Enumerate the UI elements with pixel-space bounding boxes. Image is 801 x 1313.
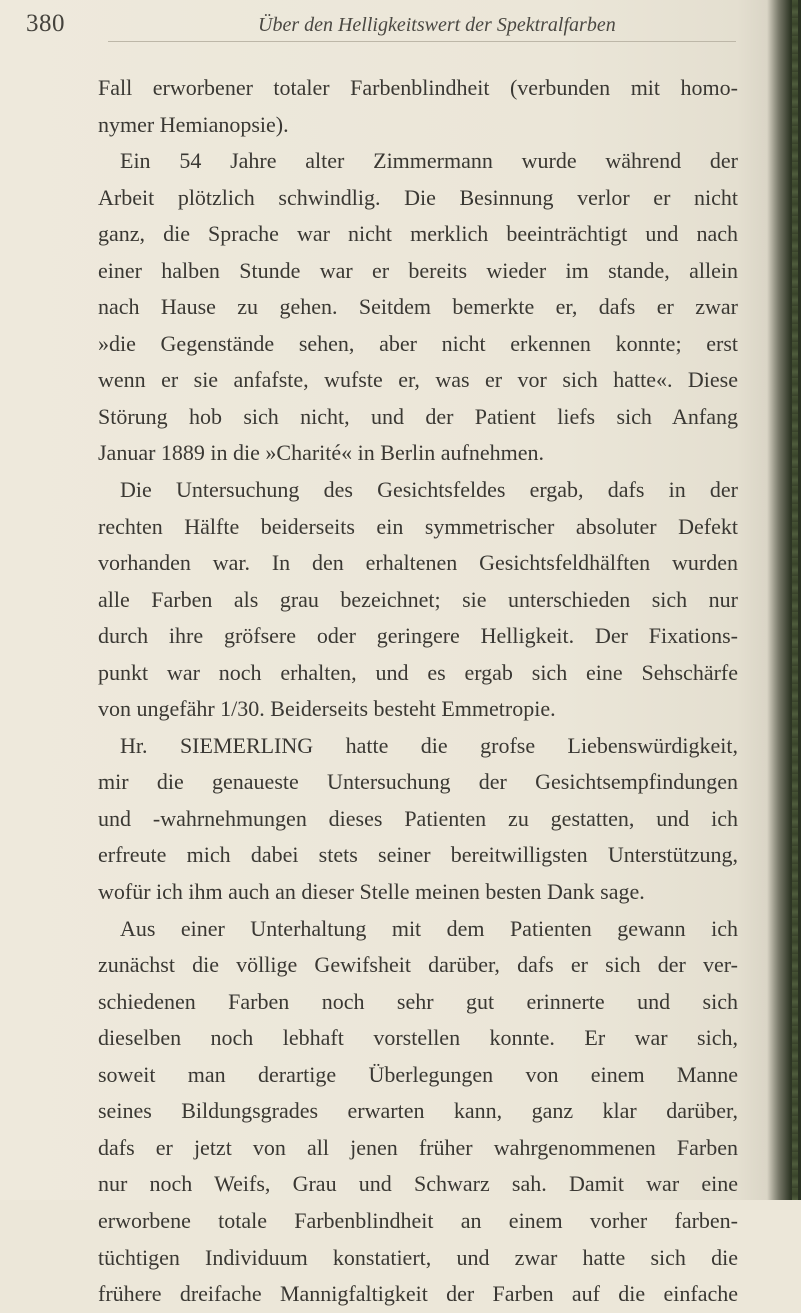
text-line: punkt war noch erhalten, und es ergab sich eine Sehschärfe (98, 659, 738, 685)
text-line: »die Gegenstände sehen, aber nicht erkennen konnte; erst (98, 330, 738, 356)
text-line: nur noch Weifs, Grau und Schwarz sah. Damit war eine (98, 1171, 738, 1197)
text-line: durch ihre gröfsere oder geringere Helligkeit. Der Fixations- (98, 623, 738, 649)
header-rule (108, 41, 736, 42)
text-line: wofür ich ihm auch an dieser Stelle meinen besten Dank sage. (98, 879, 645, 905)
text-line: dieselben noch lebhaft vorstellen konnte. Er war sich, (98, 1025, 738, 1051)
text-line: erfreute mich dabei stets seiner bereitwilligsten Unterstützung, (98, 842, 738, 868)
text-line: rechten Hälfte beiderseits ein symmetrischer absoluter Defekt (98, 513, 738, 539)
text-line: soweit man derartige Überlegungen von einem Manne (98, 1061, 738, 1087)
paragraph-start-line: Hr. SIEMERLING hatte die grofse Liebenswürdigkeit, (120, 732, 738, 758)
text-line: Arbeit plötzlich schwindlig. Die Besinnung verlor er nicht (98, 184, 738, 210)
body-text (98, 70, 738, 1313)
text-line: Fall erworbener totaler Farbenblindheit (verbunden mit homo- (98, 75, 738, 100)
text-line: wenn er sie anfafste, wufste er, was er vor sich hatte«. Diese (98, 367, 738, 393)
text-line: dafs er jetzt von all jenen früher wahrgenommenen Farben (98, 1134, 738, 1160)
paragraph-start-line: Ein 54 Jahre alter Zimmermann wurde während der (120, 148, 738, 174)
book-edge-shadow (767, 0, 801, 1200)
text-line: und -wahrnehmungen dieses Patienten zu gestatten, und ich (98, 805, 738, 831)
text-line: mir die genaueste Untersuchung der Gesichtsempfindungen (98, 769, 738, 795)
running-head (26, 8, 746, 42)
text-line: einer halben Stunde war er bereits wieder im stande, allein (98, 257, 738, 283)
text-line: zunächst die völlige Gewifsheit darüber, dafs er sich der ver- (98, 952, 738, 978)
paragraph-start-line: Aus einer Unterhaltung mit dem Patienten gewann ich (120, 915, 738, 941)
text-line: frühere dreifache Mannigfaltigkeit der Farben auf die einfache (98, 1281, 738, 1307)
text-line: nymer Hemianopsie). (98, 111, 289, 137)
text-line: alle Farben als grau bezeichnet; sie unterschieden sich nur (98, 586, 738, 612)
text-line: erworbene totale Farbenblindheit an einem vorher farben- (98, 1207, 738, 1233)
text-line: vorhanden war. In den erhaltenen Gesichtsfeldhälften wurden (98, 550, 738, 576)
text-line: von ungefähr 1/30. Beiderseits besteht Emmetropie. (98, 696, 556, 722)
text-line: Störung hob sich nicht, und der Patient liefs sich Anfang (98, 403, 738, 429)
text-line: tüchtigen Individuum konstatiert, und zwar hatte sich die (98, 1244, 738, 1270)
text-line: ganz, die Sprache war nicht merklich beeinträchtigt und nach (98, 221, 738, 247)
text-line: nach Hause zu gehen. Seitdem bemerkte er, dafs er zwar (98, 294, 738, 320)
text-line: schiedenen Farben noch sehr gut erinnerte und sich (98, 988, 738, 1014)
text-line: Januar 1889 in die »Charité« in Berlin aufnehmen. (98, 440, 544, 466)
running-head-title: Über den Helligkeitswert der Spektralfarben (258, 14, 616, 36)
paragraph-start-line: Die Untersuchung des Gesichtsfeldes ergab, dafs in der (120, 477, 738, 503)
text-line: seines Bildungsgrades erwarten kann, ganz klar darüber, (98, 1098, 738, 1124)
page-number: 380 (26, 10, 65, 37)
